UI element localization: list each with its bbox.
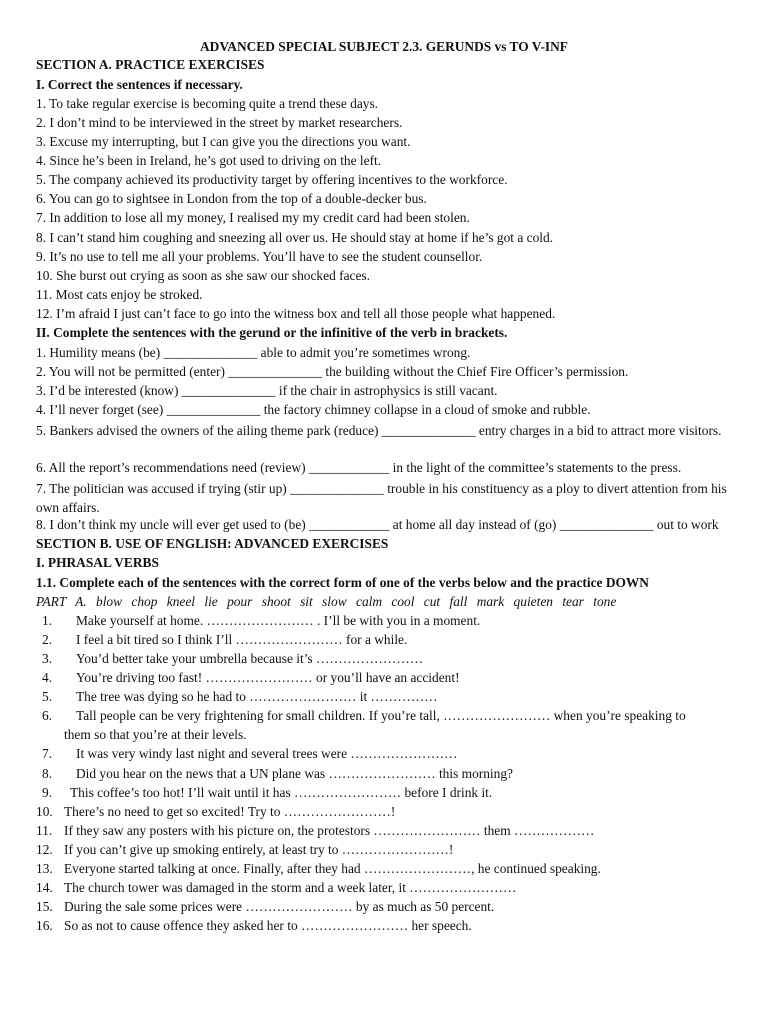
item-number: 3.: [42, 651, 53, 666]
item-text: Did you hear on the news that a UN plane was …………………… this morning?: [76, 766, 513, 781]
item-text: If they saw any posters with his picture on, the protestors …………………… them ………………: [64, 823, 595, 838]
item-text: Make yourself at home. …………………… . I’ll be with you in a moment.: [76, 613, 481, 628]
item-number: 11.: [36, 823, 53, 838]
exercise-1-item: 3. Excuse my interrupting, but I can give you the directions you want.: [36, 134, 411, 149]
item-number: 14.: [36, 880, 53, 895]
item-number: 10.: [36, 804, 53, 819]
item-text: Tall people can be very frightening for small children. If you’re tall, …………………… when you’re speaking to: [76, 708, 686, 723]
item-number: 13.: [36, 861, 53, 876]
phrasal-item: [36, 651, 742, 667]
item-text: If you can’t give up smoking entirely, at least try to ……………………!: [64, 842, 454, 857]
section-b-heading: SECTION B. USE OF ENGLISH: ADVANCED EXERCISES: [36, 536, 389, 551]
item-text: There’s no need to get so excited! Try to ……………………!: [64, 804, 396, 819]
item-number: 9.: [42, 785, 53, 800]
exercise-1-item: 6. You can go to sightsee in London from the top of a double-decker bus.: [36, 191, 427, 206]
exercise-2-item: 8. I don’t think my uncle will ever get used to (be) ____________ at home all day instead of (go) ______________ out to work: [36, 517, 719, 532]
item-text: I feel a bit tired so I think I’ll …………………… for a while.: [76, 632, 408, 647]
exercise-1-item: 8. I can’t stand him coughing and sneezing all over us. He should stay at home if he’s got a cold.: [36, 230, 554, 245]
item-text: You’d better take your umbrella because it’s ……………………: [76, 651, 424, 666]
exercise-2-item: 5. Bankers advised the owners of the ailing theme park (reduce) ______________ entry charges in a bid to attract more visitors.: [36, 423, 722, 438]
exercise-1-item: 2. I don’t mind to be interviewed in the street by market researchers.: [36, 115, 403, 130]
exercise-2-item: 2. You will not be permitted (enter) ______________ the building without the Chief Fire Officer’s permission.: [36, 364, 629, 379]
phrasal-item: [36, 899, 742, 915]
exercise-1-item: 10. She burst out crying as soon as she saw our shocked faces.: [36, 268, 370, 283]
exercise-1-heading: I. Correct the sentences if necessary.: [36, 77, 243, 92]
word-bank: PART A. blow chop kneel lie pour shoot sit slow calm cool cut fall mark quieten tear tone: [36, 594, 617, 609]
item-number: 8.: [42, 766, 53, 781]
phrasal-item: [36, 613, 742, 629]
exercise-2-item: 4. I’ll never forget (see) ______________ the factory chimney collapse in a cloud of smoke and rubble.: [36, 402, 591, 417]
item-number: 15.: [36, 899, 53, 914]
exercise-2-item: 1. Humility means (be) ______________ able to admit you’re sometimes wrong.: [36, 345, 471, 360]
item-text: During the sale some prices were …………………… by as much as 50 percent.: [64, 899, 495, 914]
item-text: The tree was dying so he had to …………………… it ……………: [76, 689, 438, 704]
phrasal-item: [36, 632, 742, 648]
exercise-1-item: 4. Since he’s been in Ireland, he’s got used to driving on the left.: [36, 153, 382, 168]
item-number: 5.: [42, 689, 53, 704]
exercise-2-item: 7. The politician was accused if trying (stir up) ______________ trouble in his constituency as a ploy to divert attention from his own affairs.: [36, 481, 727, 515]
phrasal-item: [36, 689, 742, 705]
phrasal-item: [36, 708, 742, 724]
exercise-1-item: 1. To take regular exercise is becoming quite a trend these days.: [36, 96, 379, 111]
phrasal-item: [36, 804, 742, 820]
item-text: So as not to cause offence they asked her to …………………… her speech.: [64, 918, 472, 933]
exercise-2-item: 3. I’d be interested (know) ______________ if the chair in astrophysics is still vacant.: [36, 383, 498, 398]
phrasal-item: [36, 670, 742, 686]
item-text: The church tower was damaged in the storm and a week later, it ……………………: [64, 880, 517, 895]
phrasal-item: [36, 861, 742, 877]
exercise-2-item: 6. All the report’s recommendations need (review) ____________ in the light of the committee’s statements to the press.: [36, 460, 682, 475]
item-number: 2.: [42, 632, 53, 647]
phrasal-item: [36, 823, 742, 839]
item-number: 4.: [42, 670, 53, 685]
exercise-1-item: 5. The company achieved its productivity target by offering incentives to the workforce.: [36, 172, 508, 187]
phrasal-verbs-heading: I. PHRASAL VERBS: [36, 555, 159, 570]
exercise-1-item: 9. It’s no use to tell me all your problems. You’ll have to see the student counsellor.: [36, 249, 483, 264]
exercise-1-item: 11. Most cats enjoy be stroked.: [36, 287, 203, 302]
phrasal-item: [36, 842, 742, 858]
item-text: You’re driving too fast! …………………… or you’ll have an accident!: [76, 670, 460, 685]
exercise-1-item: 7. In addition to lose all my money, I realised my my credit card had been stolen.: [36, 210, 470, 225]
item-text: Everyone started talking at once. Finally, after they had ……………………, he continued speaking.: [64, 861, 601, 876]
phrasal-item: [36, 918, 742, 934]
phrasal-item: [36, 746, 742, 762]
item-number: 7.: [42, 746, 53, 761]
phrasal-item: [36, 766, 742, 782]
item-number: 12.: [36, 842, 53, 857]
page-title: ADVANCED SPECIAL SUBJECT 2.3. GERUNDS vs TO V-INF: [200, 39, 568, 54]
phrasal-item: [36, 880, 742, 896]
section-a-heading: SECTION A. PRACTICE EXERCISES: [36, 57, 265, 72]
item-text: It was very windy last night and several trees were ……………………: [76, 746, 458, 761]
exercise-2-heading: II. Complete the sentences with the gerund or the infinitive of the verb in brackets.: [36, 325, 508, 340]
phrasal-item: [42, 785, 748, 801]
item-number: 16.: [36, 918, 53, 933]
item-number: 6.: [42, 708, 53, 723]
phrasal-instruction: 1.1. Complete each of the sentences with the correct form of one of the verbs below and the practice DOWN: [36, 575, 649, 590]
item-text: This coffee’s too hot! I’ll wait until it has …………………… before I drink it.: [70, 785, 493, 800]
exercise-1-item: 12. I’m afraid I just can’t face to go into the witness box and tell all those people what happened.: [36, 306, 556, 321]
item-number: 1.: [42, 613, 53, 628]
phrasal-item-continuation: them so that you’re at their levels.: [64, 727, 247, 742]
